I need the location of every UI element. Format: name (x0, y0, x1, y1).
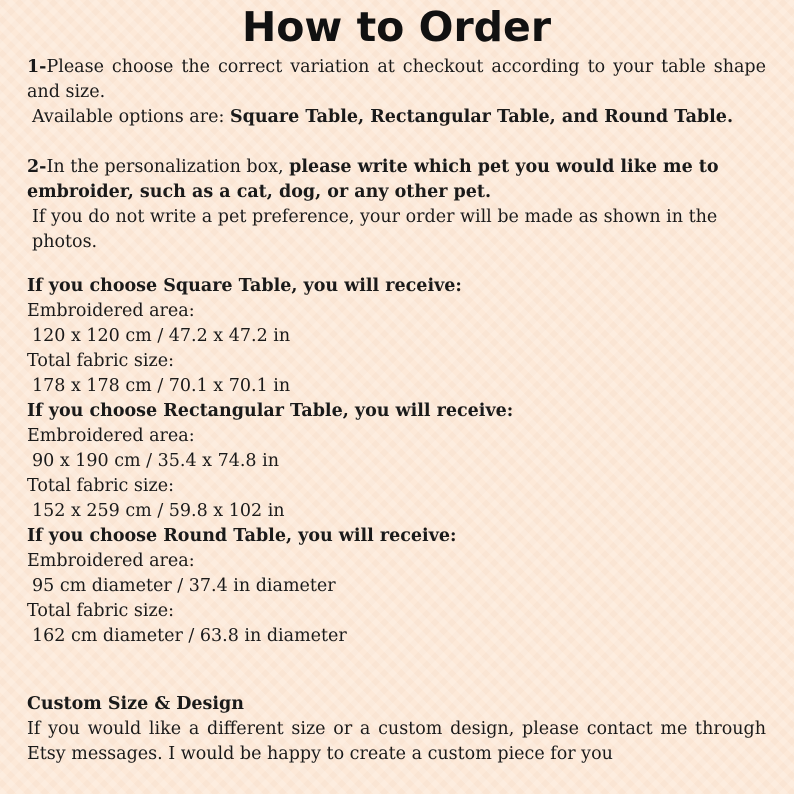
fabric-value: 178 x 178 cm / 70.1 x 70.1 in (32, 376, 291, 396)
step-1-paragraph (27, 55, 766, 105)
step-1-text: Please choose the correct variation at checkout according to your table shape and size. (27, 57, 766, 102)
custom-text: If you would like a different size or a custom design, please contact me through Etsy messages. I would be happy to create a custom piece for you (27, 719, 766, 764)
step-2-number: 2- (27, 157, 47, 177)
size-options (27, 274, 766, 649)
step-2-bold-text: please write which pet you would like me to embroider, such as a cat, dog, or any other pet. (27, 157, 719, 202)
embroidered-value: 95 cm diameter / 37.4 in diameter (32, 576, 336, 596)
option-heading: If you choose Rectangular Table, you will receive: (27, 401, 514, 421)
available-options-prefix: Available options are: (32, 107, 225, 127)
option-round (27, 524, 766, 649)
step-1-section (27, 55, 766, 130)
embroidered-label: Embroidered area: (27, 551, 195, 571)
fabric-label: Total fabric size: (27, 601, 174, 621)
option-heading: If you choose Round Table, you will receive: (27, 526, 457, 546)
step-2-paragraph (27, 155, 766, 205)
fabric-label: Total fabric size: (27, 476, 174, 496)
custom-section (27, 692, 766, 767)
step-2-section (27, 155, 766, 255)
step-1-number: 1- (27, 57, 47, 77)
embroidered-value: 120 x 120 cm / 47.2 x 47.2 in (32, 326, 291, 346)
option-heading: If you choose Square Table, you will receive: (27, 276, 462, 296)
available-options-list: Square Table, Rectangular Table, and Round Table. (229, 107, 734, 127)
fabric-value: 152 x 259 cm / 59.8 x 102 in (32, 501, 285, 521)
embroidered-label: Embroidered area: (27, 301, 195, 321)
option-rectangular (27, 399, 766, 524)
step-2-note: If you do not write a pet preference, your order will be made as shown in the photos. (32, 207, 718, 252)
fabric-label: Total fabric size: (27, 351, 174, 371)
embroidered-value: 90 x 190 cm / 35.4 x 74.8 in (32, 451, 279, 471)
step-2-text: In the personalization box, (46, 157, 284, 177)
fabric-value: 162 cm diameter / 63.8 in diameter (32, 626, 347, 646)
option-square (27, 274, 766, 399)
page-title: How to Order (241, 3, 552, 51)
available-options-line (27, 105, 766, 130)
custom-heading: Custom Size & Design (27, 694, 244, 714)
embroidered-label: Embroidered area: (27, 426, 195, 446)
